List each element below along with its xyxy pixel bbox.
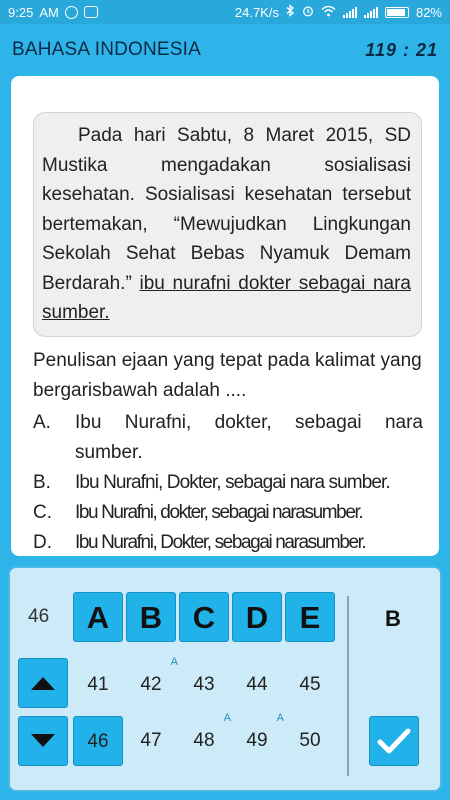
option-key: C. (33, 502, 52, 523)
answered-mark: A (276, 712, 284, 724)
question-card[interactable] (11, 76, 439, 556)
number-label: 48 (193, 730, 215, 751)
option-d (33, 528, 423, 556)
question-number-50[interactable] (285, 716, 335, 766)
question-number-47[interactable] (126, 716, 176, 766)
answered-mark: A (223, 712, 231, 724)
checkmark-icon (377, 727, 411, 755)
option-a (33, 408, 423, 468)
option-text: Ibu Nurafni, dokter, sebagai narasumber. (75, 502, 363, 523)
scroll-down-button[interactable] (18, 716, 68, 766)
option-key: D. (33, 532, 52, 553)
option-b (33, 468, 423, 498)
battery-level: 82% (415, 4, 442, 20)
number-label: 50 (299, 730, 321, 751)
answer-button-a[interactable]: A (73, 592, 123, 642)
clock: 9:25 (8, 4, 34, 20)
option-text: Ibu Nurafni, Dokter, sebagai nara sumber. (75, 472, 390, 493)
question-number-42[interactable] (126, 656, 178, 710)
number-label: 47 (140, 730, 162, 751)
passage-text: Pada hari Sabtu, 8 Maret 2015, SD Mustika mengadakan sosialisasi kesehatan. Sosialisasi kesehatan tersebut bertemakan, “Mewujudkan Lingkungan Sekolah Sehat Bebas Nyamuk Demam Berdarah.” (42, 125, 411, 294)
current-question-number: 46 (28, 606, 50, 627)
question-number-41[interactable] (73, 660, 123, 710)
question-number-48[interactable] (179, 712, 231, 766)
option-c (33, 498, 423, 528)
question-number-43[interactable] (179, 660, 229, 710)
answered-mark: A (170, 656, 178, 668)
bluetooth-icon (286, 4, 295, 20)
answer-button-e[interactable]: E (285, 592, 335, 642)
number-label: 41 (87, 674, 109, 695)
submit-button[interactable] (369, 716, 419, 766)
network-speed: 24.7K/s (234, 4, 279, 20)
question-number-49[interactable] (232, 712, 284, 766)
answer-button-d[interactable]: D (232, 592, 282, 642)
selected-answer: B (385, 606, 401, 631)
number-label: 43 (193, 674, 215, 695)
option-text: Ibu Nurafni, Dokter, sebagai narasumber. (75, 532, 366, 553)
answer-panel (8, 566, 442, 792)
number-label: 49 (246, 730, 268, 751)
countdown-timer: 119 : 21 (365, 39, 438, 60)
subject-title: BAHASA INDONESIA (12, 39, 202, 60)
app-header (0, 24, 450, 76)
question-number-44[interactable] (232, 660, 282, 710)
signal-icon-2 (364, 6, 378, 18)
clock-ampm: AM (39, 4, 59, 20)
number-label: 44 (246, 674, 268, 695)
question-number-45[interactable] (285, 660, 335, 710)
panel-divider (347, 596, 349, 776)
question-number-46[interactable] (73, 716, 123, 766)
notification-icon (65, 6, 78, 19)
answer-button-c[interactable]: C (179, 592, 229, 642)
options-list (33, 408, 423, 556)
signal-icon (343, 6, 357, 18)
down-arrow-icon (30, 733, 56, 749)
scroll-up-button[interactable] (18, 658, 68, 708)
wifi-icon (321, 5, 336, 20)
option-key: B. (33, 472, 51, 493)
status-bar (0, 0, 450, 24)
up-arrow-icon (30, 675, 56, 691)
option-text: Ibu Nurafni, dokter, sebagai nara sumber. (75, 412, 423, 463)
underlined-sentence: ibu nurafni dokter sebagai nara sumber. (42, 272, 411, 323)
number-label: 46 (87, 731, 109, 752)
battery-icon (385, 7, 409, 18)
answer-button-b[interactable]: B (126, 592, 176, 642)
alarm-icon (302, 5, 314, 20)
message-icon (84, 6, 98, 18)
option-key: A. (33, 412, 51, 433)
number-label: 45 (299, 674, 321, 695)
reading-passage (33, 112, 422, 337)
question-text: Penulisan ejaan yang tepat pada kalimat yang bergarisbawah adalah .... (33, 350, 422, 401)
number-label: 42 (140, 674, 162, 695)
